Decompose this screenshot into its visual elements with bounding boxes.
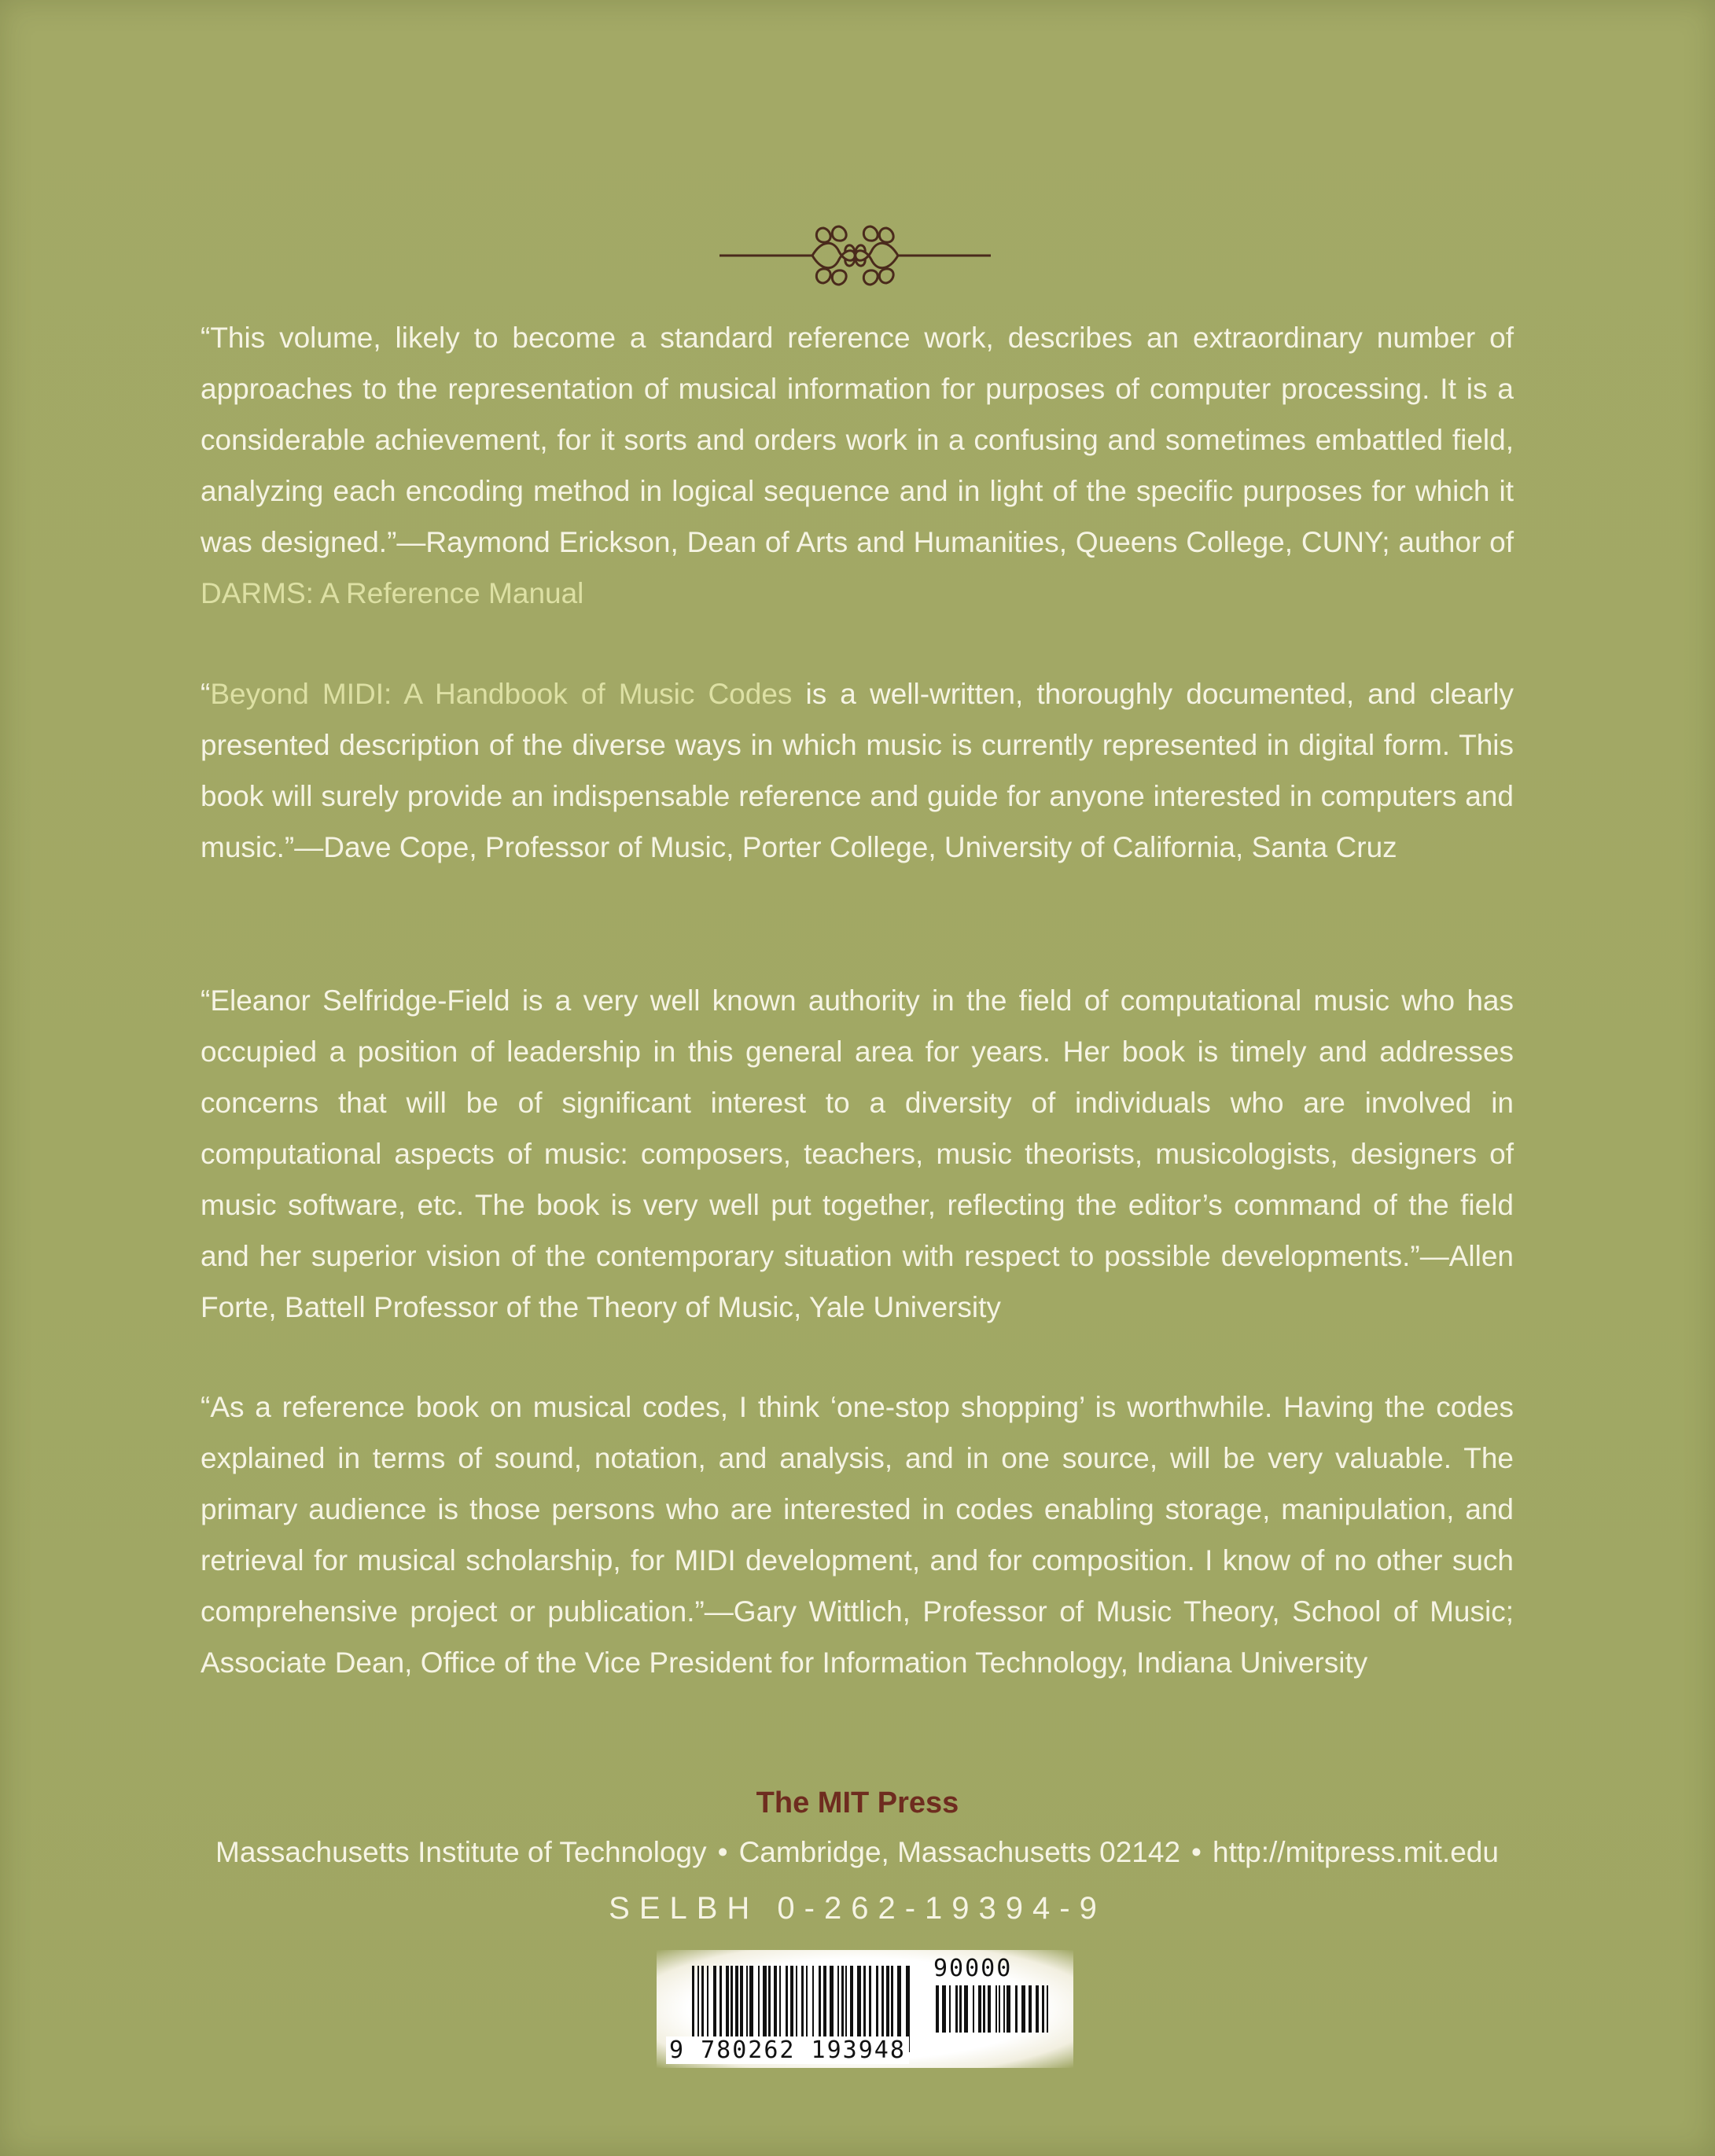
barcode-bar xyxy=(983,1985,985,2033)
barcode-bar xyxy=(936,1985,939,2033)
barcode-bar xyxy=(1015,1985,1018,2033)
flourish-ornament-icon xyxy=(719,212,991,299)
endorsement-quote-erickson xyxy=(201,312,1514,619)
isbn-line: SELBH 0-262-19394-9 xyxy=(609,1891,1106,1926)
barcode-addon-number: 90000 xyxy=(933,1955,1013,1982)
book-title-darms: DARMS: A Reference Manual xyxy=(201,577,584,609)
endorsement-quote-wittlich: “As a reference book on musical codes, I think ‘one-stop shopping’ is worthwhile. Having the codes explained in terms of sound, notation, and analysis, and in one source, will be very valuable. The primary audience is those persons who are interested in codes enabling storage, manipulation, and retrieval for musical scholarship, for MIDI development, and for composition. I know of no other such comprehensive project or publication.”—Gary Wittlich, Professor of Music Theory, School of Music; Associate Dean, Office of the Vice President for Information Technology, Indiana University xyxy=(201,1391,1514,1679)
barcode-bar xyxy=(1007,1985,1010,2033)
barcode-bar xyxy=(1042,1985,1044,2033)
barcode-bar xyxy=(1047,1985,1048,2033)
quote-text: “ xyxy=(201,678,211,710)
publisher-address xyxy=(201,1836,1514,1869)
barcode-bar xyxy=(949,1985,951,2033)
barcode-bar xyxy=(959,1985,962,2033)
barcode-bar xyxy=(942,1985,946,2033)
quote-text: “This volume, likely to become a standard reference work, describes an extraordinary number of approaches to the representation of musical information for purposes of computer processing. It is a considerable achievement, for it sorts and orders work in a confusing and sometimes embattled field, analyzing each encoding method in logical sequence and in light of the specific purposes for which it was designed.”—Raymond Erickson, Dean of Arts and Humanities, Queens College, CUNY; author of xyxy=(201,322,1514,558)
barcode-main-number: 9 780262 193948 xyxy=(666,2036,909,2064)
quote-text: is a well-written, thoroughly documented, and clearly presented description of the diverse ways in which music is currently represented in digital form. This book will surely provide an indispensable reference and guide for anyone interested in computers and music.”—Dave Cope, Professor of Music, Porter College, University of California, Santa Cruz xyxy=(201,678,1514,863)
publisher-institution: Massachusetts Institute of Technology xyxy=(215,1836,707,1868)
separator-dot: • xyxy=(717,1836,728,1868)
separator-dot: • xyxy=(1191,1836,1202,1868)
barcode-bar xyxy=(955,1985,958,2033)
barcode-bar xyxy=(1021,1985,1025,2033)
barcode-bar xyxy=(964,1985,968,2033)
publisher-url: http://mitpress.mit.edu xyxy=(1213,1836,1499,1868)
barcode xyxy=(657,1950,1073,2068)
book-title-beyond-midi: Beyond MIDI: A Handbook of Music Codes xyxy=(210,678,793,710)
barcode-bar xyxy=(973,1985,974,2033)
barcode-bar xyxy=(999,1985,1000,2033)
publisher-location: Cambridge, Massachusetts 02142 xyxy=(738,1836,1181,1868)
barcode-bar xyxy=(1003,1985,1005,2033)
barcode-bar xyxy=(988,1985,991,2033)
barcode-bar xyxy=(996,1985,997,2033)
publisher-name: The MIT Press xyxy=(756,1786,959,1819)
endorsement-quote-cope xyxy=(201,668,1514,873)
endorsement-quote-forte: “Eleanor Selfridge-Field is a very well known authority in the field of computational music who has occupied a position of leadership in this general area for years. Her book is timely and addresses concerns that will be of significant interest to a diversity of individuals who are involved in computational aspects of music: composers, teachers, music theorists, musicologists, designers of music software, etc. The book is very well put together, reflecting the editor’s command of the field and her superior vision of the contemporary situation with respect to possible developments.”—Allen Forte, Battell Professor of the Theory of Music, Yale University xyxy=(201,984,1514,1323)
barcode-bar xyxy=(1029,1985,1032,2033)
barcode-bar xyxy=(1036,1985,1039,2033)
barcode-bar xyxy=(978,1985,981,2033)
